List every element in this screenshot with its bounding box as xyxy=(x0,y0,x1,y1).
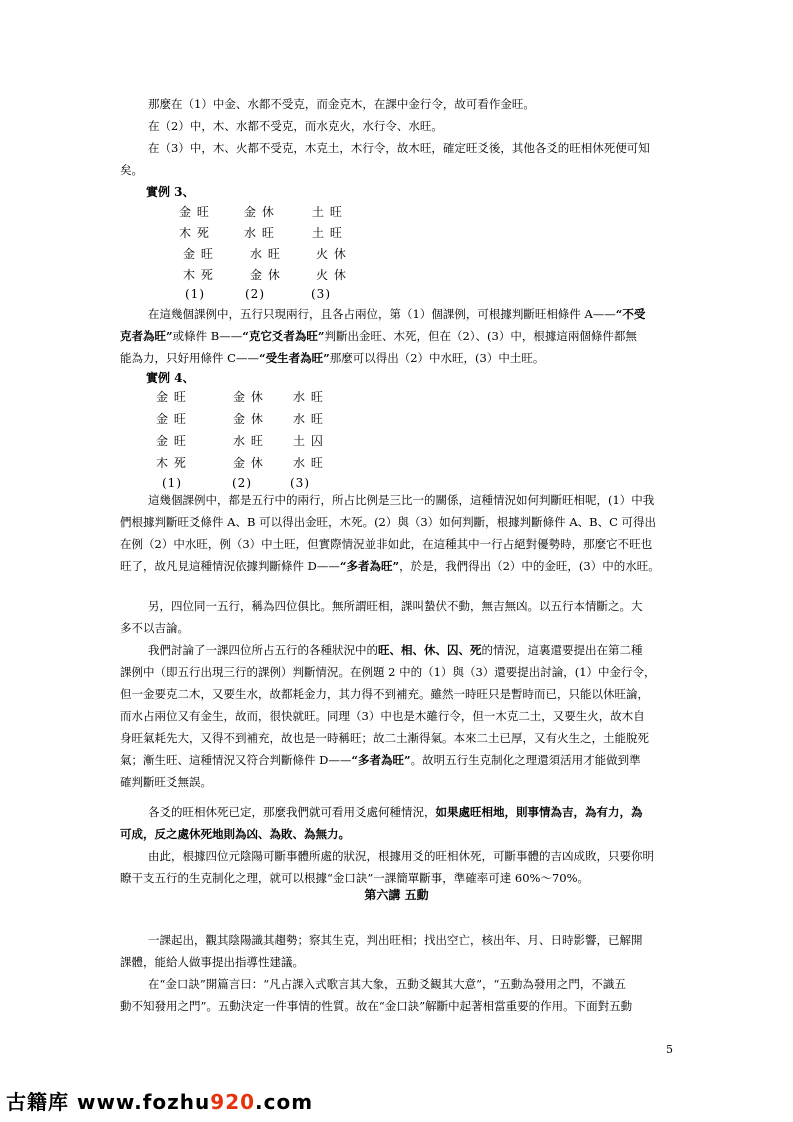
text-span-bold: “克它爻者為旺” xyxy=(242,329,325,343)
text-line: 另，四位同一五行，稱為四位俱比。無所謂旺相，課叫蟄伏不動，無吉無凶。以五行本情斷之。大 xyxy=(148,599,643,613)
table-cell: 土 旺 xyxy=(312,226,343,240)
table-cell: (2) xyxy=(245,287,265,301)
text-span: 氣；漸生旺、這種情況又符合判斷條件 D—— xyxy=(120,753,352,767)
table-cell: 火 休 xyxy=(316,268,347,282)
page-number: 5 xyxy=(666,1043,673,1056)
table-cell: 金 休 xyxy=(233,456,264,470)
text-line xyxy=(148,802,643,822)
table-cell: 水 旺 xyxy=(293,412,324,426)
text-line xyxy=(120,750,641,770)
table-cell: 金 旺 xyxy=(156,390,187,404)
table-cell: (1) xyxy=(162,476,182,490)
section-heading: 第六講 五動 xyxy=(364,888,429,902)
text-span: 或條件 B—— xyxy=(172,329,243,343)
table-cell: 金 休 xyxy=(244,205,275,219)
text-line: 由此，根據四位元陰陽可斷事體所處的狀況，根據用爻的旺相休死，可斷事體的吉凶成敗，只要你明 xyxy=(148,849,654,863)
example-4-title: 實例 4、 xyxy=(146,371,195,385)
table-cell: 木 死 xyxy=(156,456,187,470)
table-cell: 金 休 xyxy=(233,390,264,404)
footer-suffix: .com xyxy=(255,1090,314,1114)
text-span: 判斷出金旺、木死，但在（2）、(3）中，根據這兩個條件都無 xyxy=(324,329,637,343)
text-span-bold: “不受 xyxy=(615,307,646,321)
table-cell: 水 旺 xyxy=(250,247,281,261)
example-3-title: 實例 3、 xyxy=(146,185,195,199)
text-line: 們根據判斷旺爻條件 A、B 可以得出金旺，木死。(2）與（3）如何判斷，根據判斷條件 A、B、C 可得出 xyxy=(120,515,657,529)
table-cell: 金 旺 xyxy=(156,412,187,426)
text-span-bold: 克者為旺” xyxy=(120,329,173,343)
text-span-bold: “多者為旺” xyxy=(351,753,411,767)
table-cell: (3) xyxy=(311,287,331,301)
text-span: 的情況，這裏還要提出在第二種 xyxy=(481,643,643,657)
text-span-bold: 如果處旺相地，則事情為吉，為有力，為 xyxy=(435,805,643,819)
text-line: 瞭干支五行的生克制化之理，就可以根據“金口訣”一課簡單斷事，準確率可達 60%～70%。 xyxy=(120,871,590,885)
table-cell: 金 旺 xyxy=(156,434,187,448)
text-line xyxy=(148,304,645,324)
text-line xyxy=(148,640,643,660)
text-line: 課體，能給人做事提出指導性建議。 xyxy=(120,955,304,969)
table-cell: 水 旺 xyxy=(233,434,264,448)
text-span-bold: 旺、相、休、囚、死 xyxy=(378,643,482,657)
table-cell: (1) xyxy=(185,287,205,301)
table-cell: (2) xyxy=(232,476,252,490)
watermark-footer xyxy=(6,1086,313,1115)
text-line: 在（3）中，木、火都不受克，木克土，木行令，故木旺，確定旺爻後，其他各爻的旺相休死便可知 xyxy=(148,141,650,155)
text-span: 各爻的旺相休死已定，那麼我們就可看用爻處何種情況， xyxy=(148,805,436,819)
table-cell: 土 囚 xyxy=(293,434,324,448)
text-span: 旺了，故凡見這種情況依據判斷條件 D—— xyxy=(120,559,340,573)
table-cell: 火 休 xyxy=(316,247,347,261)
text-span: ，於是，我們得出（2）中的金旺，(3）中的水旺。 xyxy=(399,559,660,573)
text-span: 我們討論了一課四位所占五行的各種狀況中的 xyxy=(148,643,378,657)
text-line: 課例中（即五行出現三行的課例）判斷情況。在例題 2 中的（1）與（3）還要提出討論，(1）中金行令， xyxy=(120,665,656,679)
text-line: 在“金口訣”開篇言曰：“凡占課入式歌言其大象，五動爻観其大意”，“五動為發用之門，不識五 xyxy=(148,977,626,991)
text-line xyxy=(120,348,544,368)
table-cell: 土 旺 xyxy=(312,205,343,219)
text-span: 。故明五行生克制化之理還須活用才能做到準 xyxy=(410,753,641,767)
table-cell: 木 死 xyxy=(183,268,214,282)
text-span: 能為力，只好用條件 C—— xyxy=(120,351,259,365)
table-cell: 水 旺 xyxy=(244,226,275,240)
table-cell: 金 旺 xyxy=(183,247,214,261)
text-line: 這幾個課例中，都是五行中的兩行，所占比例是三比一的關係，這種情況如何判斷旺相呢，(1）中我 xyxy=(148,493,655,507)
table-cell: 水 旺 xyxy=(293,390,324,404)
text-line: 確判斷旺爻無誤。 xyxy=(120,775,212,789)
table-cell: 水 旺 xyxy=(293,456,324,470)
text-line: 那麼在（1）中金、水都不受克，而金克木，在課中金行令，故可看作金旺。 xyxy=(148,97,535,111)
text-span-bold: “多者為旺” xyxy=(339,559,400,573)
text-line: 動不知發用之門”。五動決定一件事情的性質。故在“金口訣”解斷中起著相當重要的作用。下面對五動 xyxy=(120,999,633,1013)
text-line: 多不以吉論。 xyxy=(120,621,189,635)
table-cell: 金 休 xyxy=(233,412,264,426)
text-line: 而水占兩位又有金生，故而，很快就旺。同理（3）中也是木雖行令，但一木克二土，又要生火，故木自 xyxy=(120,709,645,723)
text-line-bold: 可成，反之處休死地則為凶、為敗、為無力。 xyxy=(120,827,350,841)
footer-prefix: 古籍库 www.fozhu xyxy=(6,1090,211,1114)
text-span: 那麼可以得出（2）中水旺，(3）中土旺。 xyxy=(329,351,545,365)
text-line: 在（2）中，木、水都不受克，而水克火，水行令、水旺。 xyxy=(148,119,443,133)
text-line xyxy=(120,556,660,576)
table-cell: 金 休 xyxy=(250,268,281,282)
table-cell: (3) xyxy=(290,476,310,490)
text-span-bold: “受生者為旺” xyxy=(258,351,330,365)
text-line: 矣。 xyxy=(120,163,143,177)
text-span: 在這幾個課例中，五行只現兩行，且各占兩位，第（1）個課例，可根據判斷旺相條件 A—— xyxy=(148,307,616,321)
text-line xyxy=(120,326,637,346)
footer-number: 920 xyxy=(210,1090,256,1114)
table-cell: 木 死 xyxy=(179,226,210,240)
text-line: 在例（2）中水旺，例（3）中土旺，但實際情況並非如此，在這種其中一行占絕對優勢時，那麼它不旺也 xyxy=(120,537,653,551)
text-line: 但一金要克二木，又要生水，故都耗金力，其力得不到補充。雖然一時旺只是暫時而已，只能以休旺論， xyxy=(120,687,649,701)
text-line: 身旺氣耗先大，又得不到補充，故也是一時稱旺；故二土漸得氣。本來二土已厚，又有火生之，土能脫死 xyxy=(120,731,649,745)
text-line: 一課起出，觀其陰陽識其趨勢；察其生克，判出旺相；找出空亡，核出年、月、日時影響，已解開 xyxy=(148,933,643,947)
table-cell: 金 旺 xyxy=(179,205,210,219)
